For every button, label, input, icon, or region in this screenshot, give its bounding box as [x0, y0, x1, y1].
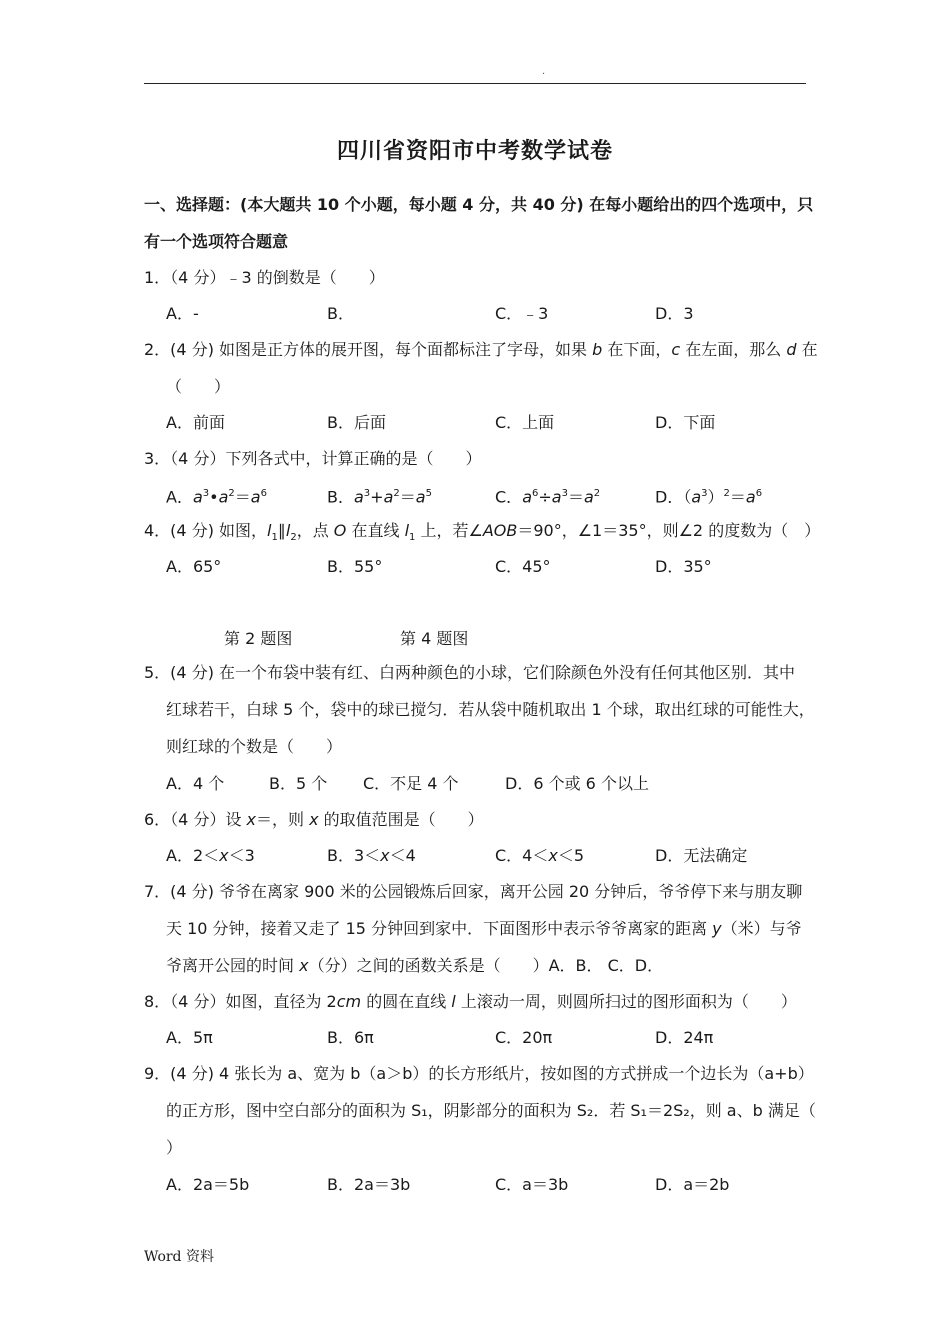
question-5-line2: 红球若干，白球 5 个，袋中的球已搅匀．若从袋中随机取出 1 个球，取出红球的可能性大， — [166, 700, 815, 719]
q6-option-c: C．4＜x＜5 — [495, 846, 585, 865]
question-7-line2: 天 10 分钟，接着又走了 15 分钟回到家中．下面图形中表示爷爷离家的距离 y（米）与爷 — [166, 919, 802, 938]
q2-option-d: D．下面 — [655, 413, 716, 432]
q4-option-a: A．65° — [166, 557, 222, 576]
question-8-stem: 8．（4 分）如图，直径为 2cm 的圆在直线 l 上滚动一周，则圆所扫过的图形面积为（ ） — [144, 992, 797, 1011]
q9-option-a: A．2a＝5b — [166, 1175, 250, 1194]
q9-option-d: D．a＝2b — [655, 1175, 730, 1194]
q4-option-b: B．55° — [327, 557, 383, 576]
question-7-line3: 爷离开公园的时间 x（分）之间的函数关系是（ ）A．B． C．D． — [166, 956, 664, 975]
question-4-stem: 4．(4 分) 如图，$l_1\parallel l_2$，点 O 在直线 $l_1$ 上，若∠AOB＝90°，∠1＝35°，则∠2 的度数为（ ） — [144, 521, 821, 544]
q1-option-d: D．3 — [655, 304, 694, 323]
q8-option-a: A．5π — [166, 1028, 213, 1047]
page-title: 四川省资阳市中考数学试卷 — [336, 139, 613, 164]
question-2-line2: （ ） — [166, 377, 231, 396]
q8-option-d: D．24π — [655, 1028, 714, 1047]
question-7-line1: 7．(4 分) 爷爷在离家 900 米的公园锻炼后回家，离开公园 20 分钟后，爷爷停下来与朋友聊 — [144, 882, 803, 901]
q6-option-b: B．3＜x＜4 — [327, 846, 416, 865]
question-5-line1: 5．(4 分) 在一个布袋中装有红、白两种颜色的小球，它们除颜色外没有任何其他区别．其中 — [144, 663, 796, 682]
q5-option-b: B．5 个 — [269, 774, 328, 793]
question-9-line1: 9．(4 分) 4 张长为 a、宽为 b（a＞b）的长方形纸片，按如图的方式拼成一个边长为（a+b） — [144, 1064, 814, 1083]
q4-option-c: C．45° — [495, 557, 551, 576]
figure-2-caption: 第 2 题图 — [224, 629, 293, 648]
question-2-line1: 2．(4 分) 如图是正方体的展开图，每个面都标注了字母，如果 b 在下面，c 在左面，那么 d 在 — [144, 340, 818, 359]
q6-option-d: D．无法确定 — [655, 846, 748, 865]
q3-option-c: C．$a^6\div a^3=a^2$ — [495, 487, 601, 507]
q5-option-d: D．6 个或 6 个以上 — [505, 774, 649, 793]
q3-option-a: A．$a^3•a^2=a^6$ — [166, 487, 267, 507]
q8-option-c: C．20π — [495, 1028, 553, 1047]
header-dot: . — [542, 66, 546, 77]
header-rule — [144, 83, 806, 84]
q4-option-d: D．35° — [655, 557, 712, 576]
section-heading-line2: 有一个选项符合题意 — [144, 232, 289, 251]
q8-option-b: B．6π — [327, 1028, 374, 1047]
page-footer: Word 资料 — [144, 1249, 214, 1265]
question-3-stem: 3．（4 分）下列各式中，计算正确的是（ ） — [144, 449, 482, 468]
q3-option-d: D．$(a^3)^2=a^6$ — [655, 487, 763, 507]
figure-4-caption: 第 4 题图 — [400, 629, 469, 648]
question-6-stem: 6．（4 分）设 x＝，则 x 的取值范围是（ ） — [144, 810, 484, 829]
q1-option-b: B． — [327, 304, 354, 323]
q5-option-a: A．4 个 — [166, 774, 225, 793]
q2-option-b: B．后面 — [327, 413, 386, 432]
q3-option-b: B．$a^3+a^2=a^5$ — [327, 487, 432, 507]
q1-option-a: A．- — [166, 304, 199, 323]
q5-option-c: C．不足 4 个 — [363, 774, 459, 793]
q1-option-c: C．﹣3 — [495, 304, 549, 323]
q2-option-a: A．前面 — [166, 413, 225, 432]
q6-option-a: A．2＜x＜3 — [166, 846, 255, 865]
question-9-line3: ） — [166, 1138, 183, 1157]
question-5-line3: 则红球的个数是（ ） — [166, 737, 343, 756]
q9-option-c: C．a＝3b — [495, 1175, 569, 1194]
q2-option-c: C．上面 — [495, 413, 555, 432]
question-1-stem: 1．（4 分）﹣3 的倒数是（ ） — [144, 268, 385, 287]
section-heading-line1: 一、选择题：(本大题共 10 个小题，每小题 4 分，共 40 分) 在每小题给出的四个选项中，只 — [144, 195, 814, 214]
q9-option-b: B．2a＝3b — [327, 1175, 411, 1194]
question-9-line2: 的正方形，图中空白部分的面积为 S₁，阴影部分的面积为 S₂．若 S₁＝2S₂，则 a、b 满足（ — [166, 1101, 816, 1120]
